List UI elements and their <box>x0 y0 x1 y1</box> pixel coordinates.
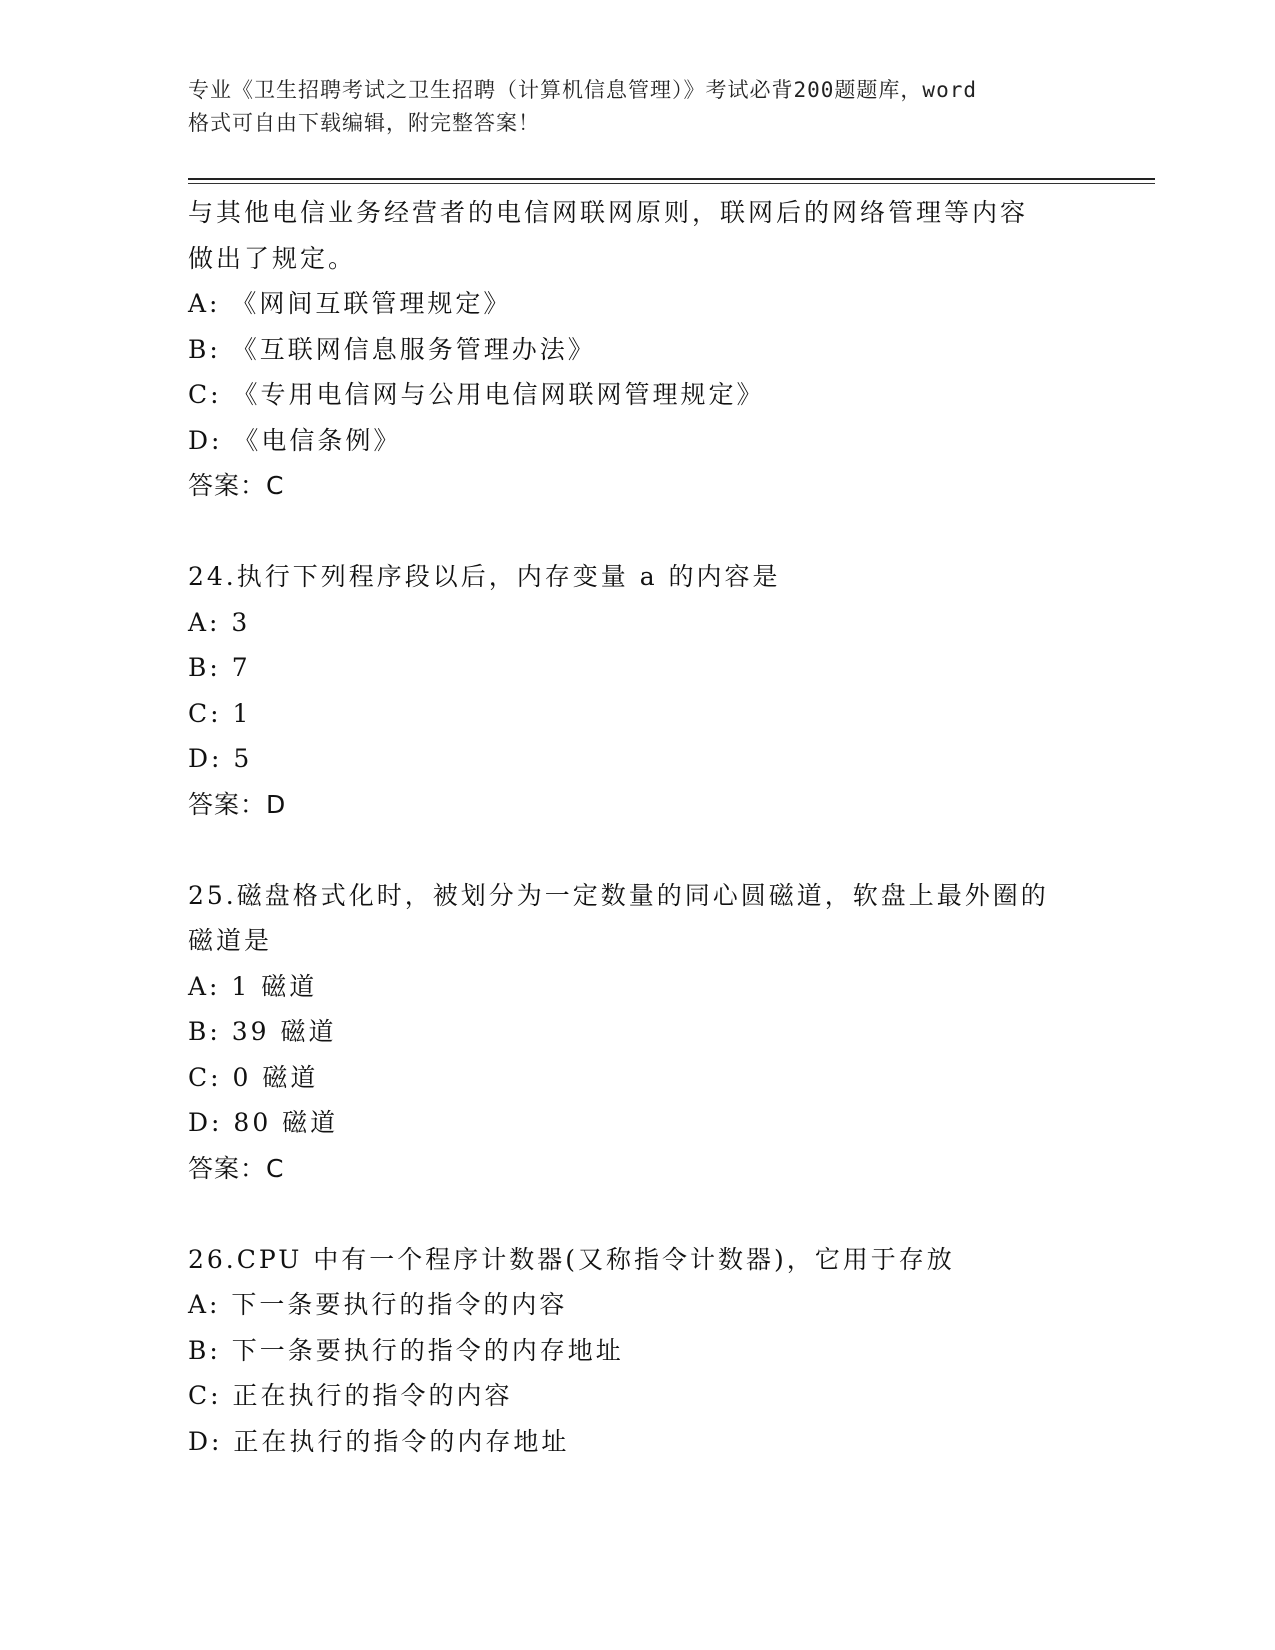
answer-line: 答案：D <box>188 789 287 819</box>
question-26 <box>188 1237 1088 1465</box>
option-b: B: 7 <box>188 653 251 682</box>
option-a: A: 下一条要执行的指令的内容 <box>188 1290 568 1319</box>
option-c: C: 正在执行的指令的内容 <box>188 1381 513 1410</box>
option-c: C: 0 磁道 <box>188 1062 319 1092</box>
option-d: D: 正在执行的指令的内存地址 <box>188 1426 570 1456</box>
option-d: D: 5 <box>188 744 253 773</box>
option-a: A: 3 <box>188 607 251 637</box>
option-a: A: 1 磁道 <box>188 971 318 1001</box>
question-spacer <box>188 509 1088 555</box>
header-divider-thick <box>188 178 1155 180</box>
question-text-line: 做出了规定。 <box>188 243 357 273</box>
question-spacer <box>188 827 1088 873</box>
question-25 <box>188 873 1088 1192</box>
question-text-line: 与其他电信业务经营者的电信网联网原则，联网后的网络管理等内容 <box>188 198 1029 227</box>
answer-line: 答案：C <box>188 1153 285 1183</box>
question-23 <box>188 190 1088 509</box>
option-c: C: 《专用电信网与公用电信网联网管理规定》 <box>188 380 765 409</box>
option-b: B: 《互联网信息服务管理办法》 <box>188 334 596 364</box>
document-body <box>188 190 1088 1464</box>
option-d: D: 《电信条例》 <box>188 425 402 455</box>
option-d: D: 80 磁道 <box>188 1108 339 1137</box>
option-a: A: 《网间互联管理规定》 <box>188 289 512 318</box>
option-b: B: 下一条要执行的指令的内存地址 <box>188 1335 624 1365</box>
header-line-1: 专业《卫生招聘考试之卫生招聘（计算机信息管理）》考试必背200题题库，word <box>188 78 977 102</box>
answer-line: 答案：C <box>188 471 285 500</box>
document-header <box>188 74 1088 140</box>
header-line-2: 格式可自由下载编辑，附完整答案！ <box>188 111 540 135</box>
question-text-line: 24.执行下列程序段以后，内存变量 a 的内容是 <box>188 562 781 591</box>
question-spacer <box>188 1191 1088 1237</box>
question-text-line: 磁道是 <box>188 926 273 955</box>
question-text-line: 25.磁盘格式化时，被划分为一定数量的同心圆磁道，软盘上最外圈的 <box>188 880 1049 910</box>
question-text-line: 26.CPU 中有一个程序计数器(又称指令计数器)，它用于存放 <box>188 1244 955 1274</box>
option-c: C: 1 <box>188 698 252 728</box>
question-24 <box>188 554 1088 827</box>
header-divider-thin <box>188 183 1155 184</box>
option-b: B: 39 磁道 <box>188 1017 337 1046</box>
